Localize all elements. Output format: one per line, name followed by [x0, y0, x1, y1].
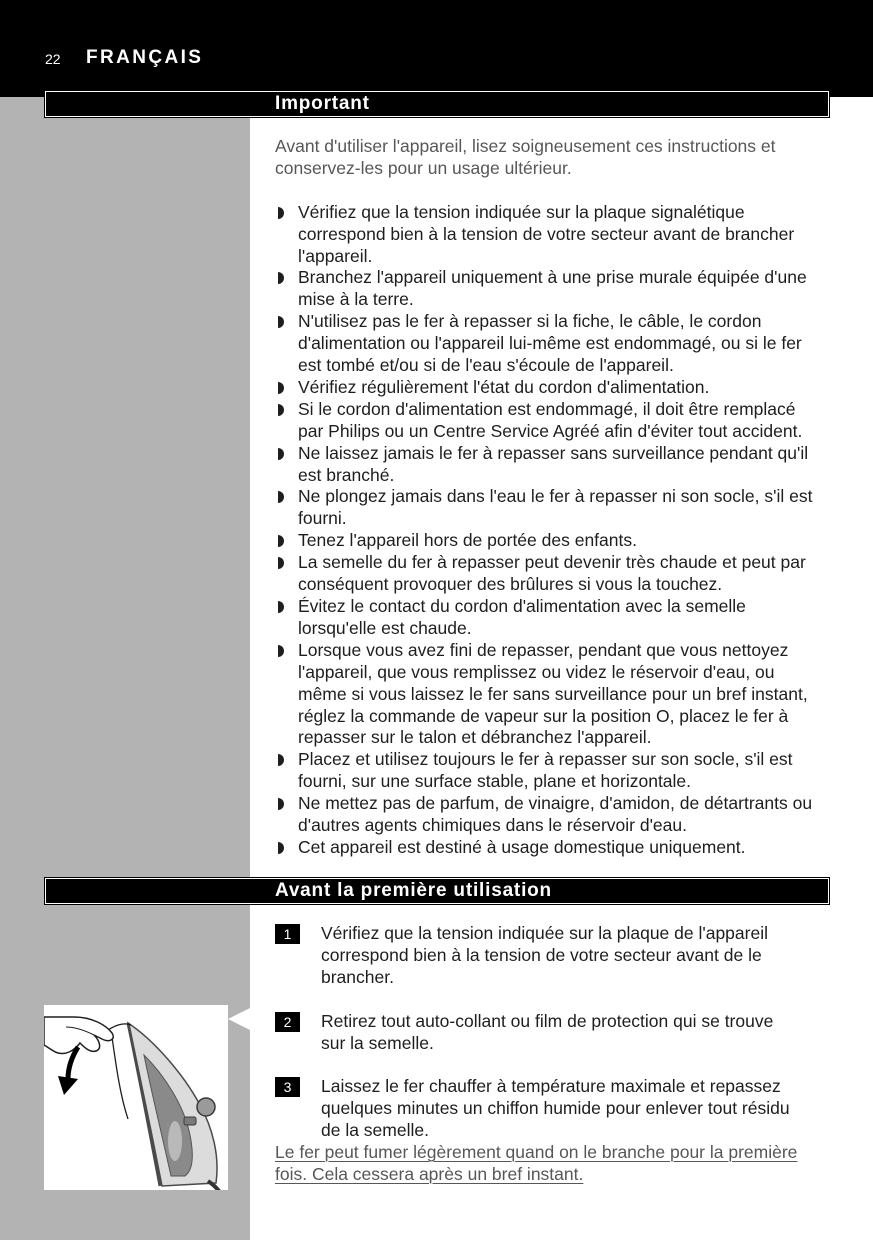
step-item — [275, 1011, 797, 1055]
bullet-line: repasser sur le talon et débranchez l'appareil. — [298, 727, 652, 748]
bullet-line: Placez et utilisez toujours le fer à repasser sur son socle, s'il est — [298, 749, 793, 770]
step-line: quelques minutes un chiffon humide pour enlever tout résidu — [321, 1098, 790, 1119]
bullet-icon — [278, 382, 284, 394]
section-bar-important — [44, 90, 830, 118]
bullet-item — [275, 267, 812, 311]
bullet-icon — [278, 601, 284, 613]
bullet-icon — [278, 207, 284, 219]
bullet-item — [275, 399, 812, 443]
bullet-icon — [278, 491, 284, 503]
bullet-line: réglez la commande de vapeur sur la position O, placez le fer à — [298, 705, 789, 726]
bullet-line: est branché. — [298, 464, 395, 485]
bullet-line: conséquent provoquer des brûlures si vous la touchez. — [298, 574, 723, 595]
bullet-line: mise à la terre. — [298, 289, 414, 310]
bullet-item — [275, 552, 812, 596]
bullet-item — [275, 749, 812, 793]
note-line: Le fer peut fumer légèrement quand on le branche pour la première — [275, 1142, 798, 1163]
bullet-icon — [278, 842, 284, 854]
bullet-line: Ne mettez pas de parfum, de vinaigre, d'amidon, de détartrants ou — [298, 793, 813, 814]
iron-button-icon — [184, 1117, 196, 1125]
step-line: Vérifiez que la tension indiquée sur la plaque de l'appareil — [321, 923, 768, 943]
bullet-icon — [278, 448, 284, 460]
bullet-line: Évitez le contact du cordon d'alimentation avec la semelle — [298, 596, 746, 616]
bullet-line: d'alimentation ou l'appareil lui-même est endommagé, ou si le fer — [298, 333, 802, 354]
step-line: brancher. — [321, 966, 394, 987]
step-line: de la semelle. — [321, 1120, 429, 1141]
step-number-badge: 3 — [275, 1077, 300, 1097]
bullet-line: est tombé et/ou si de l'eau s'écoule de l'appareil. — [298, 355, 674, 376]
bullet-line: N'utilisez pas le fer à repasser si la fiche, le câble, le cordon — [298, 311, 762, 332]
step-item — [275, 923, 797, 989]
bullet-item — [275, 793, 812, 837]
arrow-head-icon — [58, 1076, 78, 1095]
bullet-item — [275, 443, 812, 487]
iron-tank-highlight — [168, 1121, 182, 1161]
iron-remove-film-illustration — [44, 1005, 228, 1190]
step-number-badge: 1 — [275, 924, 300, 944]
protective-film-edge — [112, 1037, 128, 1119]
bullet-line: Ne laissez jamais le fer à repasser sans surveillance pendant qu'il — [298, 442, 809, 463]
step-line: correspond bien à la tension de votre secteur avant de le — [321, 944, 762, 965]
bullet-icon — [278, 798, 284, 810]
step-number-badge: 2 — [275, 1012, 300, 1032]
bullet-icon — [278, 754, 284, 766]
intro-line: conservez-les pour un usage ultérieur. — [275, 157, 572, 178]
bullet-item — [275, 311, 812, 377]
bullet-line: fourni. — [298, 508, 347, 529]
bullet-icon — [278, 645, 284, 657]
bullet-line: Tenez l'appareil hors de portée des enfants. — [298, 530, 637, 551]
bullet-line: l'appareil. — [298, 245, 373, 266]
bullet-line: Ne plongez jamais dans l'eau le fer à repasser ni son socle, s'il est — [298, 486, 813, 507]
intro-paragraph — [275, 136, 776, 180]
bullet-line: lorsqu'elle est chaude. — [298, 617, 472, 638]
bullet-icon — [278, 272, 284, 284]
page-number: 22 — [45, 51, 61, 67]
language-heading: FRANÇAIS — [86, 47, 204, 68]
bullet-line: Si le cordon d'alimentation est endommagé, il doit être remplacé — [298, 398, 796, 419]
bullet-item — [275, 530, 812, 552]
smoke-note — [275, 1142, 797, 1186]
section-bar-first-use — [44, 877, 830, 905]
bullet-icon — [278, 535, 284, 547]
note-line: fois. Cela cessera après un bref instant. — [275, 1163, 584, 1184]
iron-illustration — [44, 1005, 228, 1190]
bullet-item — [275, 640, 812, 750]
bullet-line: Vérifiez que la tension indiquée sur la plaque signalétique — [298, 201, 745, 222]
iron-dial-icon — [197, 1098, 215, 1116]
bullet-line: Lorsque vous avez fini de repasser, pendant que vous nettoyez — [298, 639, 789, 660]
section-title: Important — [275, 93, 370, 114]
bullet-line: par Philips ou un Centre Service Agréé afin d'éviter tout accident. — [298, 420, 803, 441]
bullet-item — [275, 486, 812, 530]
step-line: sur la semelle. — [321, 1032, 434, 1053]
step-line: Laissez le fer chauffer à température maximale et repassez — [321, 1076, 781, 1097]
step-line: Retirez tout auto-collant ou film de protection qui se trouve — [321, 1010, 774, 1031]
bullet-line: La semelle du fer à repasser peut devenir très chaude et peut par — [298, 552, 806, 573]
intro-line: Avant d'utiliser l'appareil, lisez soigneusement ces instructions et — [275, 136, 776, 156]
triangle-pointer-icon — [228, 1008, 250, 1030]
bullet-item — [275, 202, 812, 268]
bullet-line: Branchez l'appareil uniquement à une prise murale équipée d'une — [298, 267, 807, 288]
safety-bullet-list — [275, 202, 812, 859]
bullet-item — [275, 377, 812, 399]
bullet-line: correspond bien à la tension de votre secteur avant de brancher — [298, 223, 795, 244]
bullet-item — [275, 596, 812, 640]
bullet-icon — [278, 404, 284, 416]
bullet-item — [275, 837, 812, 859]
section-title: Avant la première utilisation — [275, 880, 552, 901]
bullet-line: d'autres agents chimiques dans le réservoir d'eau. — [298, 815, 687, 836]
bullet-icon — [278, 557, 284, 569]
bullet-line: Cet appareil est destiné à usage domestique uniquement. — [298, 836, 746, 857]
first-use-steps — [275, 923, 797, 1186]
step-item — [275, 1076, 797, 1142]
bullet-line: même si vous laissez le fer sans surveillance pour un bref instant, — [298, 683, 808, 704]
bullet-line: Vérifiez régulièrement l'état du cordon d'alimentation. — [298, 376, 710, 397]
bullet-line: l'appareil, que vous remplissez ou videz le réservoir d'eau, ou — [298, 661, 775, 682]
bullet-line: fourni, sur une surface stable, plane et horizontale. — [298, 771, 692, 792]
bullet-icon — [278, 316, 284, 328]
